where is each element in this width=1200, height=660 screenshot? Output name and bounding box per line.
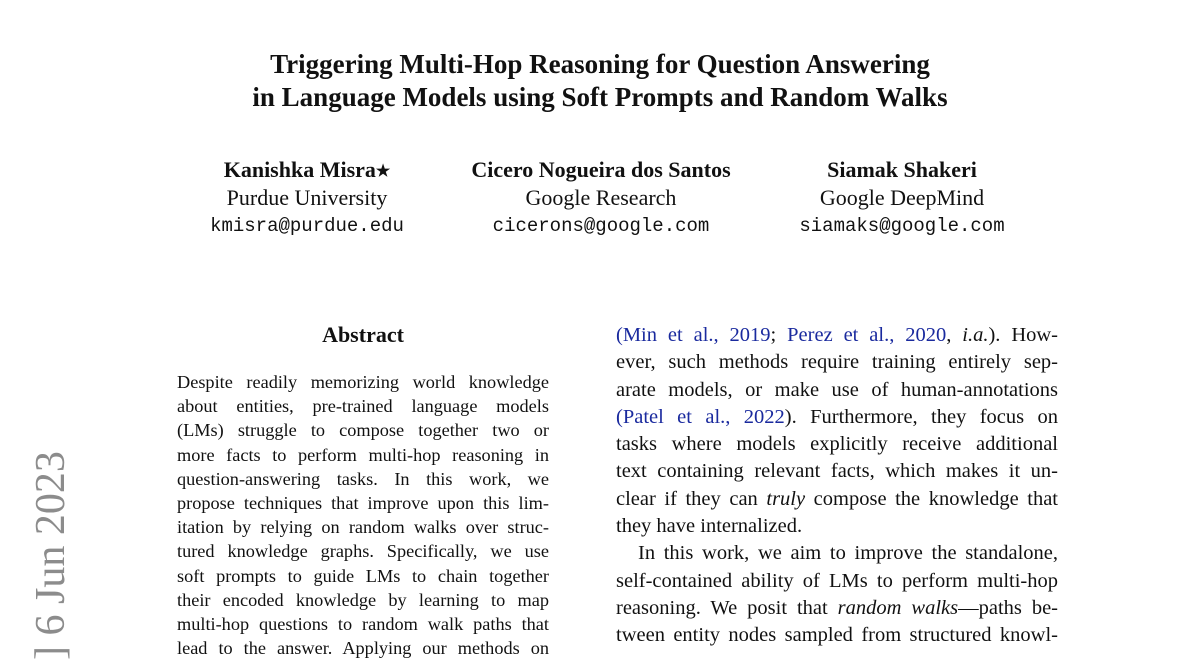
author-affiliation: Purdue University — [226, 185, 388, 210]
star-icon: ★ — [375, 163, 391, 180]
abstract-line: itation by relying on random walks over struc- — [177, 517, 549, 538]
abstract-line: propose techniques that improve upon this lim- — [177, 492, 549, 513]
body-emphasis: random walks — [837, 596, 959, 619]
body-column — [616, 322, 1058, 650]
abstract-line: tured knowledge graphs. Specifically, we use — [177, 541, 549, 562]
body-line: they have internalized. — [616, 515, 803, 538]
author-block — [452, 156, 750, 240]
author-affiliation: Google Research — [525, 185, 677, 210]
title-line: Triggering Multi-Hop Reasoning for Question Answering — [270, 49, 930, 79]
author-name: Siamak Shakeri — [827, 157, 977, 182]
abstract-line: (LMs) struggle to compose together two or — [177, 420, 549, 441]
author-block — [190, 156, 424, 240]
body-emphasis: truly — [766, 487, 806, 510]
body-line: arate models, or make use of human-annotations — [616, 378, 1058, 401]
abstract-line: about entities, pre-trained language models — [177, 396, 549, 417]
author-email[interactable]: siamaks@google.com — [799, 215, 1005, 237]
author-email[interactable]: cicerons@google.com — [492, 215, 710, 237]
author-email[interactable]: kmisra@purdue.edu — [210, 215, 404, 237]
abstract-line: question-answering tasks. In this work, we — [177, 468, 549, 489]
abstract-line: more facts to perform multi-hop reasoning in — [177, 444, 549, 465]
abstract-line: Despite readily memorizing world knowledge — [177, 372, 549, 392]
citation-link[interactable]: Patel et al., 2022 — [622, 405, 785, 428]
author-affiliation: Google DeepMind — [819, 185, 985, 210]
abstract-body — [177, 370, 549, 660]
abstract-heading: Abstract — [322, 322, 404, 347]
body-line: (Patel et al., 2022). Furthermore, they focus on — [616, 405, 1058, 428]
body-line: text containing relevant facts, which makes it un- — [616, 460, 1058, 483]
body-line: clear if they can truly compose the knowledge that — [616, 487, 1058, 510]
citation-link[interactable]: Min et al., 2019 — [622, 324, 771, 346]
body-line: self-contained ability of LMs to perform multi-hop — [616, 569, 1058, 592]
body-line: tween entity nodes sampled from structured knowl- — [616, 624, 1058, 647]
author-name: Cicero Nogueira dos Santos — [471, 157, 731, 182]
body-line: ever, such methods require training entirely sep- — [616, 351, 1058, 374]
abstract-line: their encoded knowledge by learning to map — [177, 589, 549, 610]
abstract-line: soft prompts to guide LMs to chain together — [177, 565, 549, 586]
body-line: reasoning. We posit that random walks—paths be- — [616, 596, 1059, 619]
body-line: tasks where models explicitly receive additional — [616, 433, 1058, 456]
body-line: In this work, we aim to improve the standalone, — [638, 542, 1058, 565]
body-emphasis: i.a. — [962, 324, 989, 346]
author-name: Kanishka Misra★ — [223, 157, 391, 182]
citation-link[interactable]: Perez et al., 2020 — [787, 324, 947, 346]
author-block — [790, 156, 1014, 240]
body-line: (Min et al., 2019; Perez et al., 2020, i.a.). How- — [616, 324, 1059, 346]
title-line: in Language Models using Soft Prompts and Random Walks — [252, 82, 948, 112]
paper-title — [0, 48, 1200, 114]
abstract-line: multi-hop questions to random walk paths that — [177, 613, 549, 634]
abstract-line: lead to the answer. Applying our methods on — [177, 638, 549, 659]
arxiv-stamp: ] 6 Jun 2023 — [28, 451, 74, 660]
